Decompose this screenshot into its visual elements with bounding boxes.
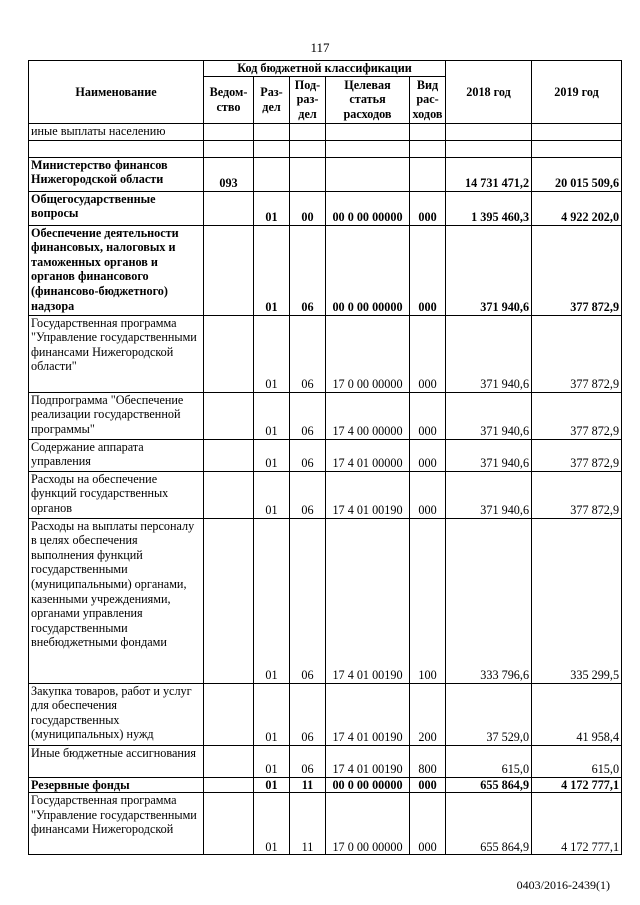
cell-value-2018: 655 864,9 — [446, 793, 532, 855]
cell-name: иные выплаты населению — [29, 123, 204, 140]
cell-value-2019 — [532, 123, 622, 140]
cell-target-article — [326, 123, 410, 140]
cell-value-2018: 333 796,6 — [446, 518, 532, 683]
cell-department — [204, 225, 254, 315]
cell-subsection — [290, 123, 326, 140]
table-row — [29, 392, 622, 439]
cell-section: 01 — [254, 683, 290, 745]
cell-department — [204, 683, 254, 745]
cell-name: Государственная программа "Управление государственными финансами Нижегородской области" — [29, 315, 204, 392]
cell-subsection — [290, 140, 326, 157]
table-row — [29, 683, 622, 745]
cell-section — [254, 157, 290, 191]
table-row — [29, 439, 622, 471]
table-row — [29, 123, 622, 140]
cell-section: 01 — [254, 777, 290, 793]
cell-section: 01 — [254, 471, 290, 518]
cell-section: 01 — [254, 745, 290, 777]
cell-expense-type: 000 — [410, 392, 446, 439]
table-row — [29, 157, 622, 191]
cell-name: Общегосударственные вопросы — [29, 191, 204, 225]
cell-subsection: 06 — [290, 439, 326, 471]
cell-section: 01 — [254, 518, 290, 683]
cell-section: 01 — [254, 793, 290, 855]
cell-expense-type: 000 — [410, 225, 446, 315]
cell-department — [204, 439, 254, 471]
cell-department — [204, 191, 254, 225]
cell-target-article: 17 4 01 00190 — [326, 518, 410, 683]
header-year-2018: 2018 год — [446, 61, 532, 124]
cell-subsection: 00 — [290, 191, 326, 225]
cell-subsection: 06 — [290, 518, 326, 683]
cell-value-2018: 655 864,9 — [446, 777, 532, 793]
cell-section — [254, 123, 290, 140]
cell-section: 01 — [254, 191, 290, 225]
cell-name: Содержание аппарата управления — [29, 439, 204, 471]
header-department: Ведом-ство — [204, 76, 254, 123]
cell-target-article: 00 0 00 00000 — [326, 191, 410, 225]
cell-target-article: 17 4 00 00000 — [326, 392, 410, 439]
table-row — [29, 471, 622, 518]
table-row — [29, 225, 622, 315]
header-classification-group: Код бюджетной классификации — [204, 61, 446, 77]
cell-subsection: 06 — [290, 471, 326, 518]
cell-section: 01 — [254, 225, 290, 315]
cell-value-2018: 615,0 — [446, 745, 532, 777]
cell-department — [204, 793, 254, 855]
cell-target-article: 00 0 00 00000 — [326, 777, 410, 793]
cell-subsection: 06 — [290, 392, 326, 439]
cell-value-2019: 4 172 777,1 — [532, 793, 622, 855]
cell-value-2019: 20 015 509,6 — [532, 157, 622, 191]
cell-department — [204, 745, 254, 777]
cell-expense-type: 000 — [410, 793, 446, 855]
cell-value-2018: 371 940,6 — [446, 392, 532, 439]
cell-name: Резервные фонды — [29, 777, 204, 793]
cell-department — [204, 471, 254, 518]
cell-expense-type: 000 — [410, 315, 446, 392]
cell-value-2018: 1 395 460,3 — [446, 191, 532, 225]
table-row — [29, 793, 622, 855]
cell-name: Государственная программа "Управление государственными финансами Нижегородской — [29, 793, 204, 855]
cell-subsection — [290, 157, 326, 191]
cell-value-2018: 14 731 471,2 — [446, 157, 532, 191]
cell-subsection: 06 — [290, 225, 326, 315]
header-section: Раз-дел — [254, 76, 290, 123]
cell-section — [254, 140, 290, 157]
cell-target-article: 17 0 00 00000 — [326, 793, 410, 855]
cell-subsection: 06 — [290, 745, 326, 777]
header-target-article: Целевая статья расходов — [326, 76, 410, 123]
cell-target-article: 17 0 00 00000 — [326, 315, 410, 392]
cell-name: Министерство финансов Нижегородской области — [29, 157, 204, 191]
cell-value-2018: 371 940,6 — [446, 315, 532, 392]
cell-value-2019: 377 872,9 — [532, 392, 622, 439]
table-row — [29, 745, 622, 777]
cell-department — [204, 315, 254, 392]
cell-target-article: 00 0 00 00000 — [326, 225, 410, 315]
cell-name: Обеспечение деятельности финансовых, налоговых и таможенных органов и органов финансового (финансово-бюджетного) надзора — [29, 225, 204, 315]
cell-target-article: 17 4 01 00190 — [326, 683, 410, 745]
cell-value-2019: 4 172 777,1 — [532, 777, 622, 793]
cell-name: Расходы на обеспечение функций государственных органов — [29, 471, 204, 518]
header-subsection: Под-раз-дел — [290, 76, 326, 123]
cell-value-2018: 371 940,6 — [446, 225, 532, 315]
cell-department: 093 — [204, 157, 254, 191]
cell-value-2018 — [446, 123, 532, 140]
table-row — [29, 140, 622, 157]
cell-value-2019: 4 922 202,0 — [532, 191, 622, 225]
cell-subsection: 11 — [290, 777, 326, 793]
cell-target-article: 17 4 01 00190 — [326, 471, 410, 518]
table-row — [29, 518, 622, 683]
cell-expense-type: 200 — [410, 683, 446, 745]
table-body — [29, 123, 622, 855]
cell-value-2019: 335 299,5 — [532, 518, 622, 683]
table-row — [29, 777, 622, 793]
header-expense-type: Вид рас-ходов — [410, 76, 446, 123]
cell-value-2019: 41 958,4 — [532, 683, 622, 745]
document-code: 0403/2016-2439(1) — [516, 878, 610, 892]
cell-name: Расходы на выплаты персоналу в целях обеспечения выполнения функций государственными (муниципальными) органами, казенными учреждениями, органами управления государственными внебюджетными фондами — [29, 518, 204, 683]
cell-department — [204, 140, 254, 157]
cell-expense-type: 000 — [410, 439, 446, 471]
page-number: 117 — [310, 40, 330, 55]
cell-value-2019: 377 872,9 — [532, 439, 622, 471]
cell-expense-type: 000 — [410, 471, 446, 518]
cell-subsection: 06 — [290, 683, 326, 745]
cell-expense-type: 000 — [410, 777, 446, 793]
cell-target-article: 17 4 01 00190 — [326, 745, 410, 777]
cell-name: Подпрограмма "Обеспечение реализации государственной программы" — [29, 392, 204, 439]
cell-department — [204, 392, 254, 439]
cell-value-2019: 377 872,9 — [532, 315, 622, 392]
cell-section: 01 — [254, 392, 290, 439]
cell-value-2019: 377 872,9 — [532, 471, 622, 518]
cell-value-2018 — [446, 140, 532, 157]
cell-department — [204, 518, 254, 683]
cell-name — [29, 140, 204, 157]
cell-section: 01 — [254, 315, 290, 392]
cell-expense-type: 100 — [410, 518, 446, 683]
cell-value-2018: 371 940,6 — [446, 471, 532, 518]
cell-value-2018: 371 940,6 — [446, 439, 532, 471]
cell-subsection: 06 — [290, 315, 326, 392]
cell-name: Иные бюджетные ассигнования — [29, 745, 204, 777]
cell-section: 01 — [254, 439, 290, 471]
cell-value-2019 — [532, 140, 622, 157]
cell-expense-type — [410, 157, 446, 191]
cell-expense-type — [410, 140, 446, 157]
cell-name: Закупка товаров, работ и услуг для обеспечения государственных (муниципальных) нужд — [29, 683, 204, 745]
cell-subsection: 11 — [290, 793, 326, 855]
cell-value-2019: 377 872,9 — [532, 225, 622, 315]
header-year-2019: 2019 год — [532, 61, 622, 124]
cell-expense-type: 000 — [410, 191, 446, 225]
cell-target-article — [326, 157, 410, 191]
cell-expense-type — [410, 123, 446, 140]
table-row — [29, 315, 622, 392]
header-name: Наименование — [29, 61, 204, 124]
cell-target-article: 17 4 01 00000 — [326, 439, 410, 471]
cell-value-2019: 615,0 — [532, 745, 622, 777]
budget-table — [28, 60, 622, 855]
cell-value-2018: 37 529,0 — [446, 683, 532, 745]
cell-target-article — [326, 140, 410, 157]
cell-department — [204, 123, 254, 140]
cell-expense-type: 800 — [410, 745, 446, 777]
table-row — [29, 191, 622, 225]
cell-department — [204, 777, 254, 793]
